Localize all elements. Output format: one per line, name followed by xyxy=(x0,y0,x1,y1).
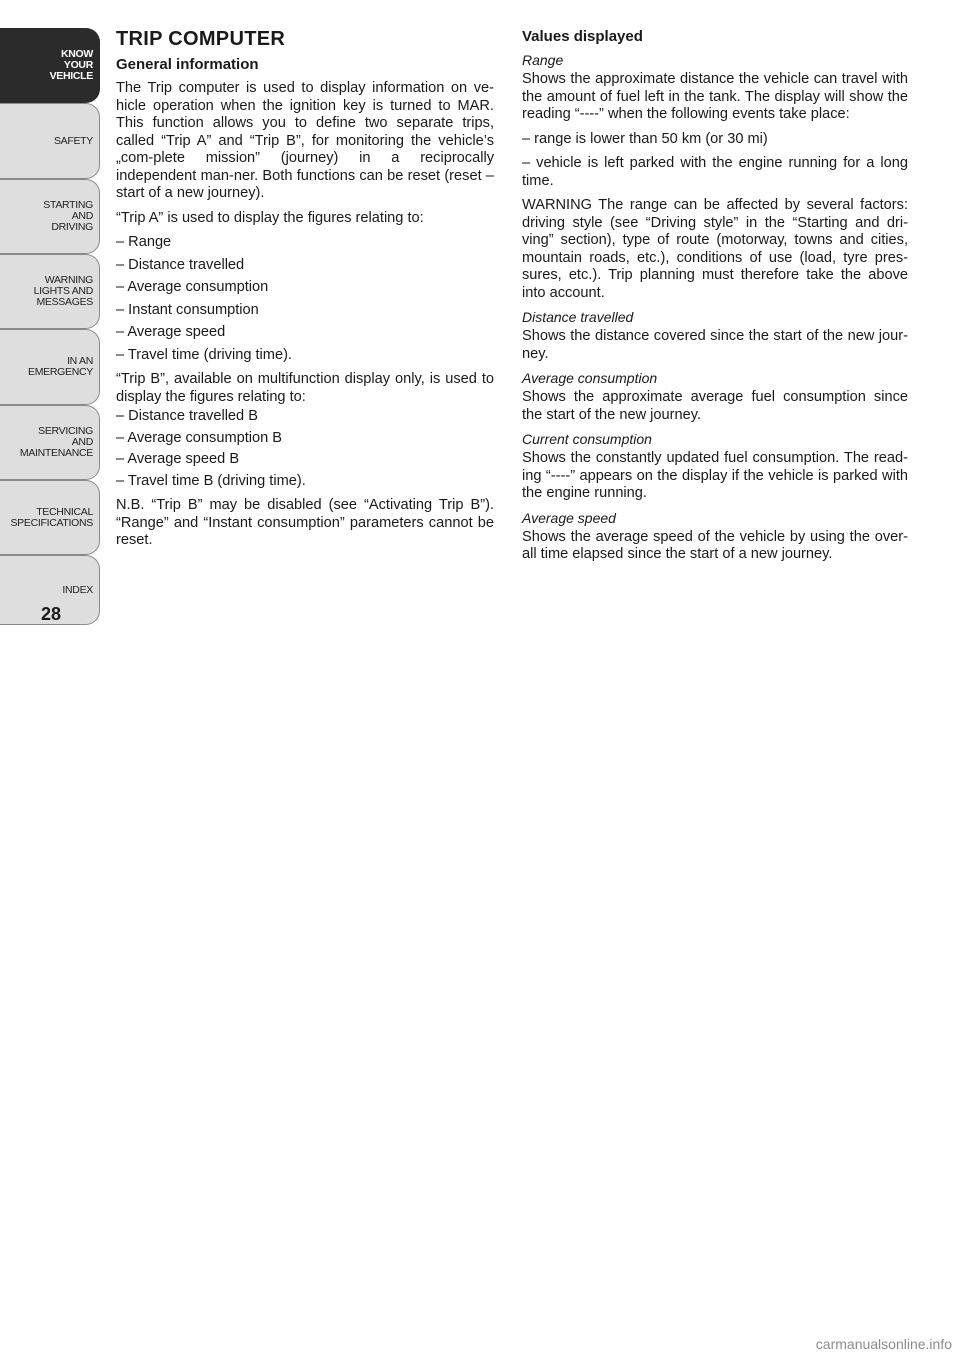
tab-warning-lights-and-messages[interactable]: WARNING LIGHTS AND MESSAGES xyxy=(0,254,100,329)
warning-paragraph: WARNING The range can be affected by several factors: driving style (see “Driving style” in the “Starting and dri-ving” section), type of route (motorway, towns and cities, mountain roads, etc.), conditions of use (load, tyre pres-sures, etc.). Trip planning must therefore take the above into account. xyxy=(522,197,908,301)
average-speed-title: Average speed xyxy=(522,509,616,526)
range-condition-1: – range is lower than 50 km (or 30 mi) xyxy=(522,130,768,147)
current-consumption-title: Current consumption xyxy=(522,431,652,447)
list-item: – Average consumption B xyxy=(116,429,283,446)
list-item: – Range xyxy=(116,234,172,250)
left-column xyxy=(116,28,494,557)
list-item: – Travel time (driving time). xyxy=(116,346,292,363)
tab-in-an-emergency[interactable]: IN AN EMERGENCY xyxy=(0,329,100,405)
distance-travelled-title: Distance travelled xyxy=(522,309,634,325)
intro-paragraph: The Trip computer is used to display information on ve-hicle operation when the ignition key is turned to MAR. This function allows you to define two separate trips, called “Trip A” and “Trip B”, for monitoring the vehicle’s „com-plete mission” (journey) in a reciprocally independent man-ner. Both functions can be reset (reset – start of a new journey). xyxy=(116,80,494,201)
average-consumption-title: Average consumption xyxy=(522,370,658,386)
trip-b-list xyxy=(116,408,494,490)
list-item: – Distance travelled B xyxy=(116,408,258,424)
list-item: – Average consumption xyxy=(116,279,269,295)
trip-a-list xyxy=(116,234,494,364)
page-number: 28 xyxy=(40,604,62,624)
right-column xyxy=(522,28,908,571)
current-consumption-text: Shows the constantly updated fuel consumption. The read-ing “----” appears on the display if the vehicle is parked with the engine running. xyxy=(522,450,908,501)
distance-travelled-text: Shows the distance covered since the start of the new jour-ney. xyxy=(522,328,908,362)
average-consumption-text: Shows the approximate average fuel consumption since the start of the new journey. xyxy=(522,389,908,423)
trip-a-intro: “Trip A” is used to display the figures relating to: xyxy=(116,209,424,226)
average-speed-text: Shows the average speed of the vehicle by using the over-all time elapsed since the start of a new journey. xyxy=(522,528,908,562)
list-item: – Travel time B (driving time). xyxy=(116,472,306,489)
list-item: – Average speed B xyxy=(116,451,240,467)
page-title: TRIP COMPUTER xyxy=(116,28,286,50)
trip-b-intro: “Trip B”, available on multifunction display only, is used to display the figures relating to: xyxy=(116,371,494,405)
tab-know-your-vehicle[interactable]: KNOW YOUR VEHICLE xyxy=(0,28,100,103)
note-paragraph: N.B. “Trip B” may be disabled (see “Activating Trip B”). “Range” and “Instant consumption” parameters cannot be reset. xyxy=(116,497,494,548)
range-condition-2: – vehicle is left parked with the engine running for a long time. xyxy=(522,155,908,189)
range-text: Shows the approximate distance the vehicle can travel with the amount of fuel left in the tank. The display will show the reading “----” when the following events take place: xyxy=(522,71,908,122)
range-title: Range xyxy=(522,52,564,68)
tab-servicing-and-maintenance[interactable]: SERVICING AND MAINTENANCE xyxy=(0,405,100,480)
footer-watermark: carmanualsonline.info xyxy=(815,1336,952,1352)
tab-starting-and-driving[interactable]: STARTING AND DRIVING xyxy=(0,179,100,254)
tab-technical-specifications[interactable]: TECHNICAL SPECIFICATIONS xyxy=(0,480,100,555)
list-item: – Instant consumption xyxy=(116,301,259,318)
values-displayed-heading: Values displayed xyxy=(522,28,643,45)
list-item: – Average speed xyxy=(116,324,226,340)
list-item: – Distance travelled xyxy=(116,256,245,273)
general-information-heading: General information xyxy=(116,56,259,73)
tab-index[interactable]: INDEX xyxy=(0,555,100,625)
tab-safety[interactable]: SAFETY xyxy=(0,103,100,179)
